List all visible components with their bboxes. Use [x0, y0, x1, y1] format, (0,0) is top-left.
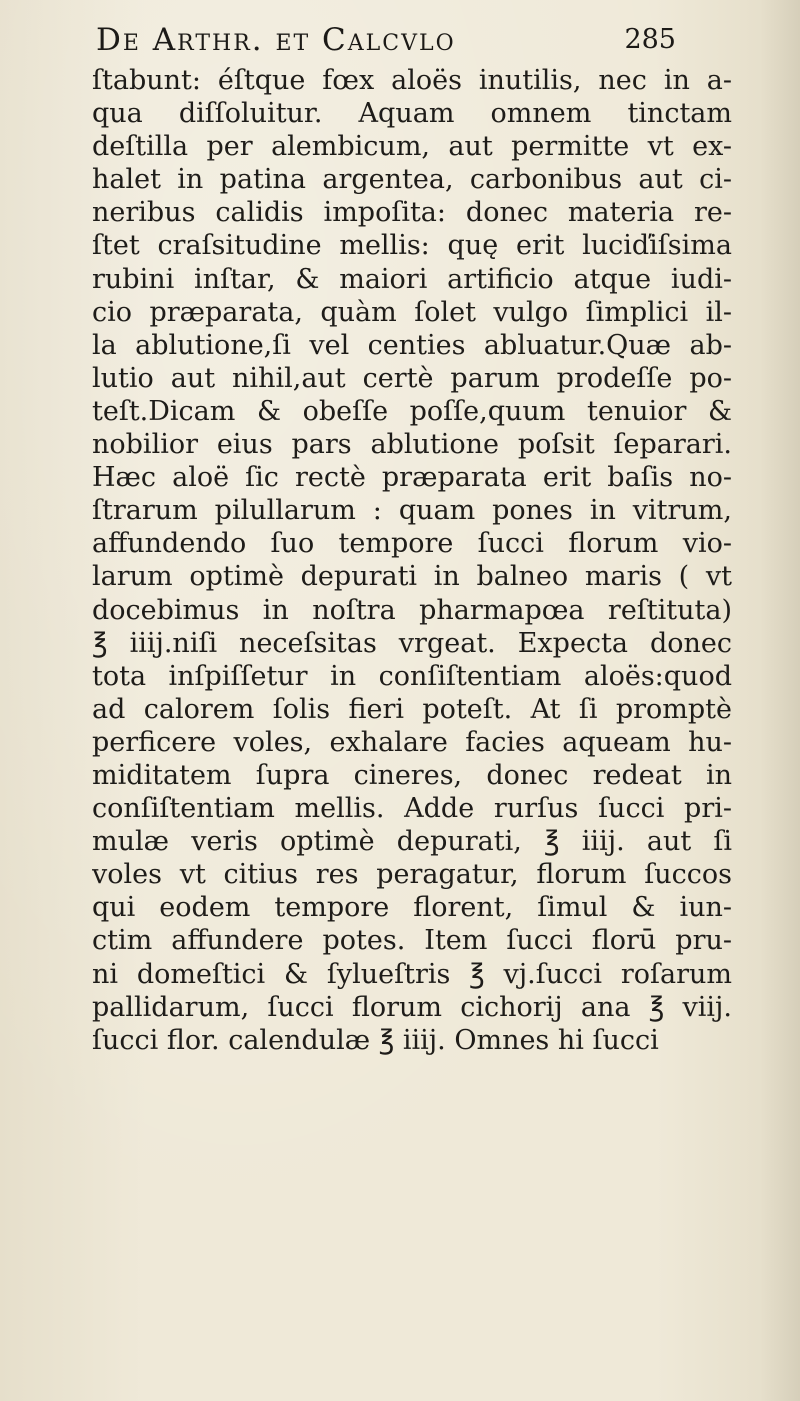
- page-number: 285: [624, 24, 676, 55]
- text-line: ad calorem ſolis fieri poteſt. At ſi promptè: [92, 693, 732, 725]
- text-line: ſtet craſsitudine mellis: quę erit luciďiſsima: [92, 230, 732, 262]
- text-line: qua diſſoluitur. Aquam omnem tinctam: [92, 98, 732, 130]
- text-line: cio præparata, quàm ſolet vulgo ſimplici il-: [92, 296, 732, 328]
- text-line: voles vt citius res peragatur, florum ſuccos: [92, 859, 732, 891]
- text-line: halet in patina argentea, carbonibus aut ci-: [92, 164, 732, 196]
- text-line: conſiſtentiam mellis. Adde rurſus ſucci pri-: [92, 793, 732, 825]
- text-line: ni domeſtici & ſylueſtris ℥ vj.ſucci roſarum: [92, 958, 732, 990]
- page-header: [96, 22, 676, 66]
- text-line: tota inſpiſſetur in conſiſtentiam aloës:quod: [92, 660, 732, 692]
- body-text: [92, 64, 732, 1057]
- text-line: ctim affundere potes. Item ſucci florū pru-: [92, 925, 732, 957]
- text-line: ſtabunt: éſtque fœx aloës inutilis, nec in a-: [92, 65, 732, 96]
- text-line: neribus calidis impoſita: donec materia re-: [92, 197, 732, 229]
- text-line: la ablutione,ſi vel centies abluatur.Quæ ab-: [92, 329, 732, 361]
- text-line: nobilior eius pars ablutione poſsit ſeparari.: [92, 429, 732, 461]
- text-line: affundendo ſuo tempore ſucci florum vio-: [92, 528, 732, 560]
- text-line: Hæc aloë ſic rectè præparata erit baſis no-: [92, 462, 732, 494]
- text-line: ℥ iiij.niſi neceſsitas vrgeat. Expecta donec: [92, 627, 732, 659]
- text-line: rubini inſtar, & maiori artificio atque iudi-: [92, 263, 732, 295]
- page-edge-shadow: [760, 0, 800, 1401]
- running-title: De Arthr. et Calcvlo: [96, 22, 456, 58]
- text-line: ſtrarum pilullarum : quam pones in vitrum,: [92, 495, 732, 527]
- text-line: qui eodem tempore florent, ſimul & iun-: [92, 892, 732, 924]
- text-line: deſtilla per alembicum, aut permitte vt ex-: [92, 131, 732, 163]
- text-line: miditatem ſupra cineres, donec redeat in: [92, 759, 732, 791]
- text-line: docebimus in noſtra pharmapœa reſtituta): [92, 594, 732, 626]
- text-line: lutio aut nihil,aut certè parum prodeſſe po-: [92, 362, 732, 394]
- text-line: ſucci flor. calendulæ ℥ iiij. Omnes hi ſucci: [92, 1024, 659, 1056]
- text-line: perficere voles, exhalare facies aqueam hu-: [92, 726, 732, 758]
- text-line: mulæ veris optimè depurati, ℥ iiij. aut ſi: [92, 826, 732, 858]
- text-line: teſt.Dicam & obeſſe poſſe,quum tenuior &: [92, 395, 732, 427]
- text-line: pallidarum, ſucci florum cichorij ana ℥ viij.: [92, 991, 732, 1023]
- text-line: larum optimè depurati in balneo maris ( vt: [92, 561, 732, 593]
